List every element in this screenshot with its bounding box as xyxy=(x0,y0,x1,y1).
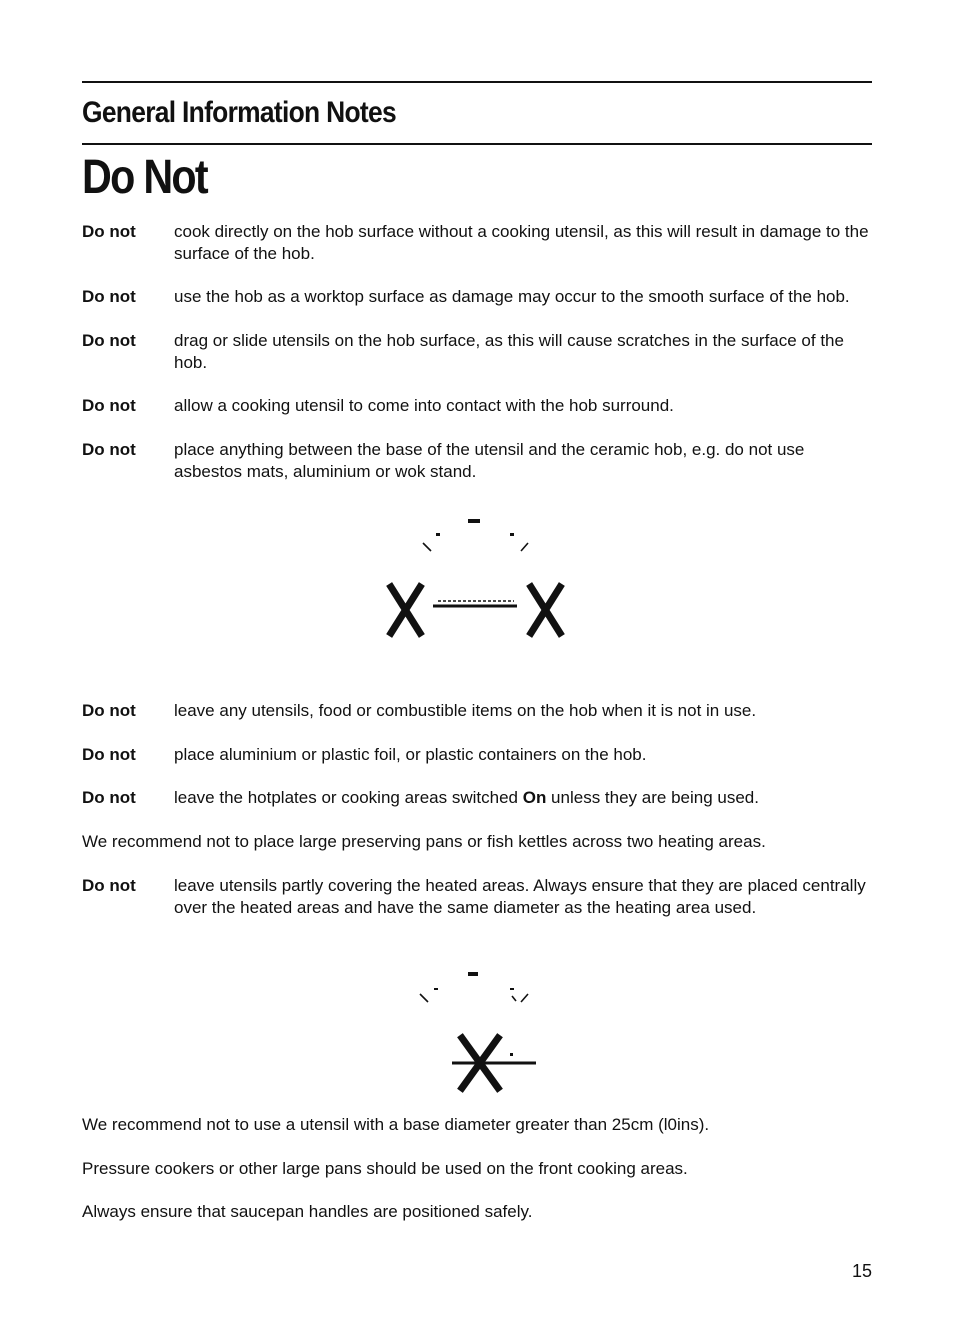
page-title: Do Not xyxy=(82,151,207,204)
do-not-text: place aluminium or plastic foil, or plastic containers on the hob. xyxy=(174,745,647,764)
do-not-text: allow a cooking utensil to come into contact with the hob surround. xyxy=(174,396,674,415)
do-not-item xyxy=(82,700,874,722)
do-not-item xyxy=(82,221,874,265)
do-not-label: Do not xyxy=(82,287,136,306)
title-rule xyxy=(82,143,872,145)
do-not-text: cook directly on the hob surface without a cooking utensil, as this will result in damage to the surface of the hob. xyxy=(174,222,869,263)
do-not-label: Do not xyxy=(82,440,136,459)
do-not-label: Do not xyxy=(82,331,136,350)
page-number: 15 xyxy=(851,1261,872,1281)
do-not-item xyxy=(82,286,874,308)
do-not-item xyxy=(82,330,874,374)
off-centre-pan-warning-figure xyxy=(410,962,550,1102)
do-not-text: leave any utensils, food or combustible items on the hob when it is not in use. xyxy=(174,701,757,720)
section-title: General Information Notes xyxy=(82,96,396,129)
recommendation-text: We recommend not to place large preserving pans or fish kettles across two heating areas. xyxy=(82,832,766,851)
do-not-text: leave utensils partly covering the heated areas. Always ensure that they are placed centrally over the heated areas and have the same diameter as the heating area used. xyxy=(174,876,866,917)
handles-note: Always ensure that saucepan handles are positioned safely. xyxy=(82,1202,533,1221)
do-not-text: use the hob as a worktop surface as damage may occur to the smooth surface of the hob. xyxy=(174,287,850,306)
do-not-item xyxy=(82,787,874,809)
pressure-cooker-note: Pressure cookers or other large pans should be used on the front cooking areas. xyxy=(82,1159,688,1178)
top-rule xyxy=(82,81,872,83)
do-not-label: Do not xyxy=(82,745,136,764)
on-emphasis: On xyxy=(522,788,547,807)
wok-stand-warning-figure xyxy=(380,510,580,650)
do-not-label: Do not xyxy=(82,788,136,807)
do-not-text: drag or slide utensils on the hob surface, as this will cause scratches in the surface of the hob. xyxy=(174,331,844,372)
do-not-label: Do not xyxy=(82,701,136,720)
do-not-label: Do not xyxy=(82,876,136,895)
do-not-item xyxy=(82,875,874,919)
do-not-label: Do not xyxy=(82,222,136,241)
do-not-text: place anything between the base of the utensil and the ceramic hob, e.g. do not use asbestos mats, aluminium or wok stand. xyxy=(174,440,805,481)
recommendation-text: We recommend not to use a utensil with a base diameter greater than 25cm (l0ins). xyxy=(82,1115,710,1134)
do-not-text: leave the hotplates or cooking areas switched On unless they are being used. xyxy=(174,788,759,807)
do-not-item xyxy=(82,439,874,483)
do-not-item xyxy=(82,395,874,417)
do-not-item xyxy=(82,744,874,766)
do-not-label: Do not xyxy=(82,396,136,415)
